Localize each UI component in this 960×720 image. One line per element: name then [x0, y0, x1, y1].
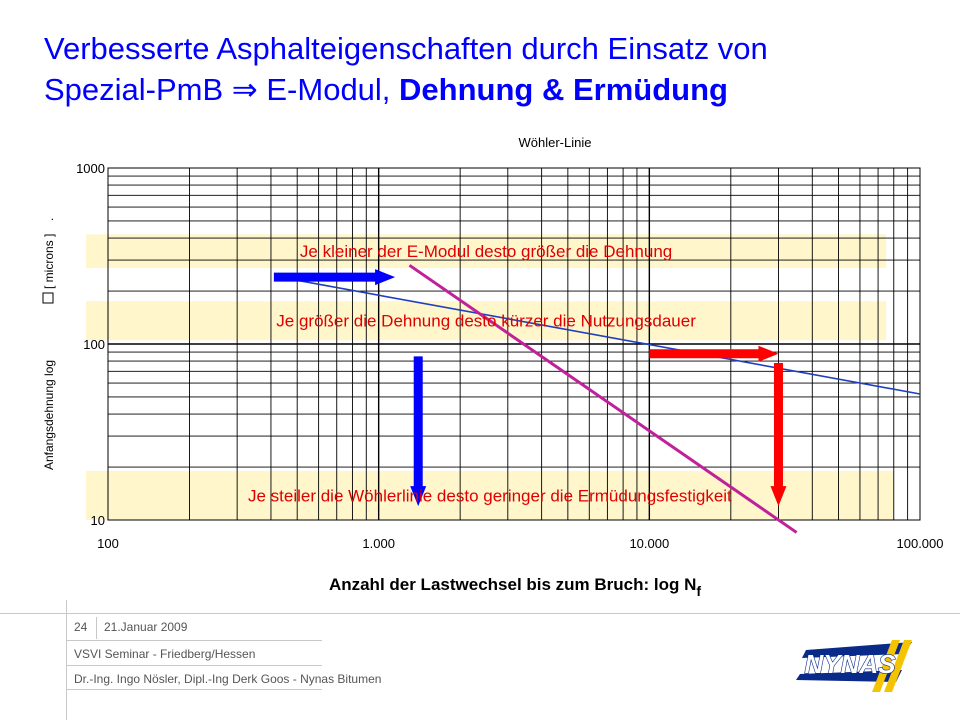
footer-vertical-line	[66, 600, 67, 720]
footer-page-sep	[96, 617, 97, 639]
x-axis-label	[329, 575, 701, 599]
annotation-text-2: Je größer die Dehnung desto kürzer die Nutzungsdauer	[276, 311, 696, 331]
y-tick-label: 10	[90, 513, 105, 528]
annotation-text-3: Je steiler die Wöhlerlinie desto geringer die Ermüdungsfestigkeit	[247, 486, 732, 506]
footer-divider-top	[0, 613, 960, 614]
title-line-2-normal: Spezial-PmB ⇒ E-Modul,	[44, 72, 391, 107]
y-axis-label-box-glyph	[43, 293, 53, 303]
x-tick-label: 100.000	[896, 536, 944, 551]
footer-date: 21.Januar 2009	[104, 620, 188, 634]
footer-divider-1	[66, 640, 322, 641]
footer-divider-2	[66, 665, 322, 666]
x-tick-label: 1.000	[362, 536, 395, 551]
title-line-2-bold: Dehnung & Ermüdung	[399, 72, 728, 107]
y-axis-unit: [ microns ]	[42, 233, 56, 289]
footer-divider-3	[66, 689, 322, 690]
x-axis-label-sub: f	[696, 583, 702, 599]
title-line-1: Verbesserte Asphalteigenschaften durch Einsatz von	[44, 31, 768, 66]
y-tick-label: 100	[83, 337, 105, 352]
y-tick-label: 1000	[76, 161, 105, 176]
x-tick-label: 100	[97, 536, 119, 551]
y-axis-label: Anfangsdehnung log	[42, 359, 56, 471]
x-axis-label-main: Anzahl der Lastwechsel bis zum Bruch: log N	[328, 575, 697, 594]
annotation-text-1: Je kleiner der E-Modul desto größer die Dehnung	[299, 242, 673, 262]
logo-text: NYNAS	[804, 649, 896, 679]
x-tick-label: 10.000	[629, 536, 670, 551]
nynas-logo	[792, 636, 916, 696]
arrow-right-1	[274, 269, 395, 285]
footer-event: VSVI Seminar - Friedberg/Hessen	[74, 647, 256, 661]
page-number: 24	[74, 620, 88, 634]
chart-title: Wöhler-Linie	[518, 135, 592, 150]
y-axis-label-dot: .	[42, 217, 56, 221]
footer-authors: Dr.-Ing. Ingo Nösler, Dipl.-Ing Derk Goos - Nynas Bitumen	[74, 672, 382, 686]
